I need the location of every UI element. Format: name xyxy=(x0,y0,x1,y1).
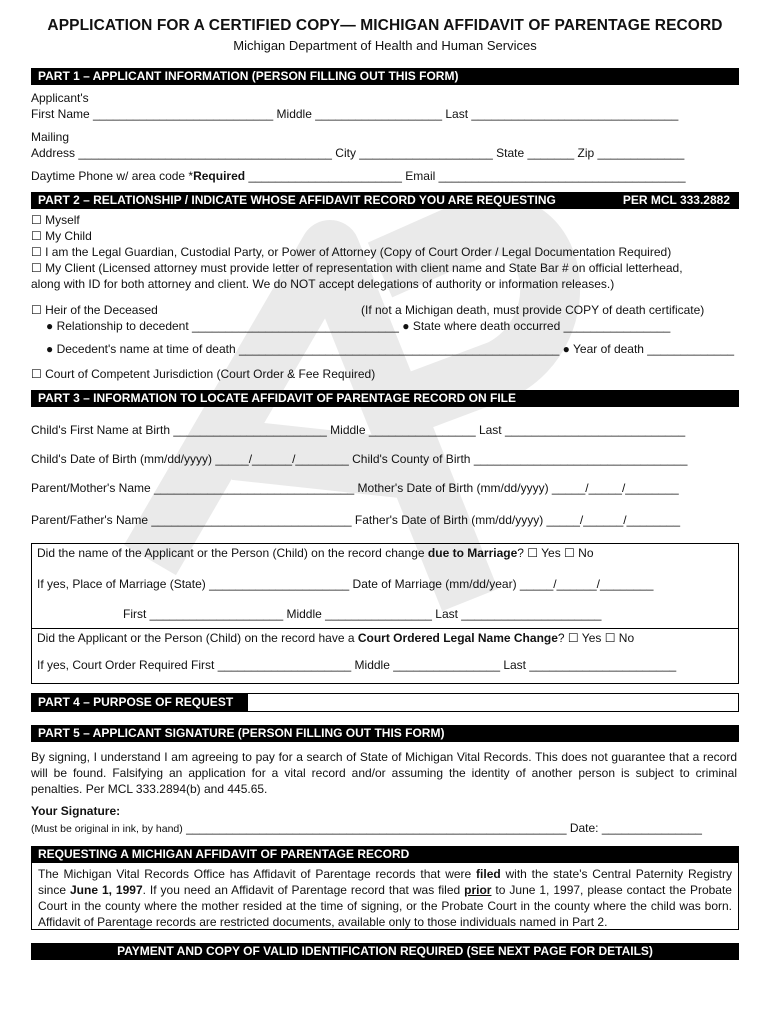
part4-heading: PART 4 – PURPOSE OF REQUEST xyxy=(31,693,248,712)
checkbox-myself[interactable]: ☐ Myself xyxy=(31,213,80,227)
payment-banner: PAYMENT AND COPY OF VALID IDENTIFICATION REQUIRED (SEE NEXT PAGE FOR DETAILS) xyxy=(31,943,739,960)
mailing-label: Mailing xyxy=(31,130,70,144)
applicant-name-field[interactable]: First Name ___________________________ Middle ___________________ Last _______________________________ xyxy=(31,107,679,121)
marriage-names-field[interactable]: First ____________________ Middle ________________ Last _____________________ xyxy=(123,607,602,621)
mother-field[interactable]: Parent/Mother's Name ______________________________ Mother's Date of Birth (mm/dd/yyyy) _____/_____/________ xyxy=(31,481,679,495)
checkbox-my-client[interactable]: ☐ My Client (Licensed attorney must provide letter of representation with client name and State Bar # on official letterhead, xyxy=(31,261,683,275)
department-subtitle: Michigan Department of Health and Human Services xyxy=(233,38,537,53)
client-note: along with ID for both attorney and client. We do NOT accept delegations of authority or information releases.) xyxy=(31,277,615,291)
phone-email-field[interactable]: Daytime Phone w/ area code *Required _______________________ Email _____________________________________ xyxy=(31,169,686,183)
signature-label: Your Signature: xyxy=(31,804,121,818)
signature-field[interactable]: (Must be original in ink, by hand) _________________________________________________________ Date: _______________ xyxy=(31,821,702,835)
applicant-label: Applicant's xyxy=(31,91,89,105)
form-title: APPLICATION FOR A CERTIFIED COPY— MICHIGAN AFFIDAVIT OF PARENTAGE RECORD xyxy=(47,17,723,34)
checkbox-court[interactable]: ☐ Court of Competent Jurisdiction (Court Order & Fee Required) xyxy=(31,367,376,381)
purpose-field[interactable] xyxy=(31,693,739,712)
part1-heading: PART 1 – APPLICANT INFORMATION (PERSON FILLING OUT THIS FORM) xyxy=(31,68,739,85)
heir-note: (If not a Michigan death, must provide COPY of death certificate) xyxy=(361,303,705,317)
marriage-question[interactable]: Did the name of the Applicant or the Person (Child) on the record change due to Marriage? ☐ Yes ☐ No xyxy=(37,546,594,560)
checkbox-legal-guardian[interactable]: ☐ I am the Legal Guardian, Custodial Party, or Power of Attorney (Copy of Court Order / Legal Documentation Required) xyxy=(31,245,672,259)
court-question[interactable]: Did the Applicant or the Person (Child) on the record have a Court Ordered Legal Name Change? ☐ Yes ☐ No xyxy=(37,631,635,645)
part5-heading: PART 5 – APPLICANT SIGNATURE (PERSON FILLING OUT THIS FORM) xyxy=(31,725,739,742)
court-names-field[interactable]: If yes, Court Order Required First ____________________ Middle ________________ Last ______________________ xyxy=(37,658,677,672)
decedent-field[interactable]: ● Decedent's name at time of death ________________________________________________ ● Year of death _____________ xyxy=(46,342,735,356)
checkbox-heir[interactable]: ☐ Heir of the Deceased xyxy=(31,303,158,317)
requesting-text: The Michigan Vital Records Office has Affidavit of Parentage records that were filed with the state's Central Paternity Registry since June 1, 1997. If you need an Affidavit of Parentage record that was filed prior to June 1, 1997, please contact the Probate Court in the county where the mother resided at the time of signing, or the Probate Court in the county where the child was born. Affidavit of Parentage records are restricted documents, available only to those individuals named in Part 2. xyxy=(38,867,732,929)
marriage-place-field[interactable]: If yes, Place of Marriage (State) _____________________ Date of Marriage (mm/dd/year) _____/______/________ xyxy=(37,577,654,591)
father-field[interactable]: Parent/Father's Name ______________________________ Father's Date of Birth (mm/dd/yyyy) _____/______/________ xyxy=(31,513,681,527)
part2-heading: PART 2 – RELATIONSHIP / INDICATE WHOSE AFFIDAVIT RECORD YOU ARE REQUESTING PER MCL 333.2882 xyxy=(31,192,739,209)
mcl-reference: PER MCL 333.2882 xyxy=(622,193,730,207)
relationship-field[interactable]: ● Relationship to decedent _______________________________ ● State where death occurred ________________ xyxy=(46,319,671,333)
child-name-field[interactable]: Child's First Name at Birth _______________________ Middle ________________ Last ___________________________ xyxy=(31,423,686,437)
requesting-heading: REQUESTING A MICHIGAN AFFIDAVIT OF PARENTAGE RECORD xyxy=(31,846,739,863)
child-dob-field[interactable]: Child's Date of Birth (mm/dd/yyyy) _____/______/________ Child's County of Birth ________________________________ xyxy=(31,452,688,466)
checkbox-my-child[interactable]: ☐ My Child xyxy=(31,229,92,243)
signature-statement: By signing, I understand I am agreeing to pay for a search of State of Michigan Vital Records. This does not guarantee that a record will be found. Falsifying an application for a vital record and/or assuming the identity of another person is subject to criminal penalties. Per MCL 333.2894(b) and 445.65. xyxy=(31,750,737,796)
part3-heading: PART 3 – INFORMATION TO LOCATE AFFIDAVIT OF PARENTAGE RECORD ON FILE xyxy=(31,390,739,407)
mailing-address-field[interactable]: Address ______________________________________ City ____________________ State _______ Zip _____________ xyxy=(31,146,685,160)
